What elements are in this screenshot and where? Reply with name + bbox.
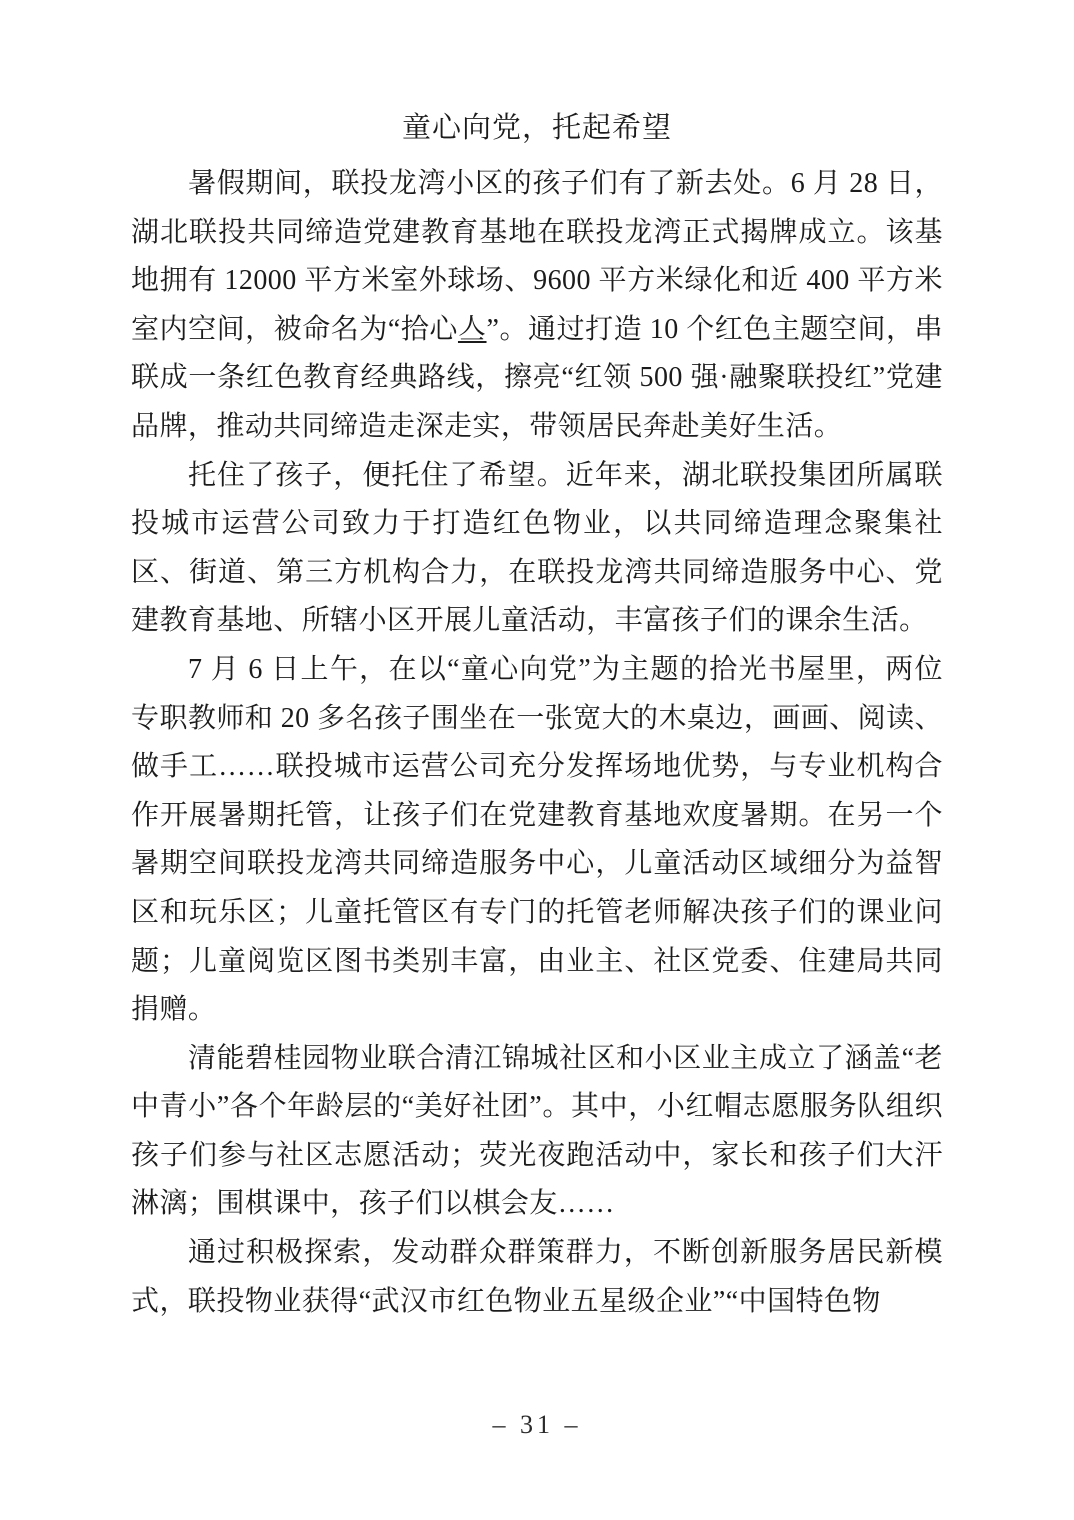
text-run: 7 月 6 日上午，在以“童心向党”为主题的拾光书屋里，两位专职教师和 20 多名孩子围坐在一张宽大的木桌边，画画、阅读、做手工……联投城市运营公司充分发挥场地优势，与专业机构合作开展暑期托管，让孩子们在党建教育基地欢度暑期。在另一个暑期空间联投龙湾共同缔造服务中心，儿童活动区域细分为益智区和玩乐区；儿童托管区有专门的托管老师解决孩子们的课业问题；儿童阅览区图书类别丰富，由业主、社区党委、住建局共同捐赠。 [131, 653, 943, 1026]
paragraph [131, 1035, 943, 1229]
underlined-text: 亼 [457, 313, 487, 345]
paragraph [131, 160, 943, 452]
text-run: 通过积极探索，发动群众群策群力，不断创新服务居民新模式，联投物业获得“武汉市红色物业五星级企业”“中国特色物 [131, 1237, 943, 1317]
text-run: ”。通过打造 10 个红色主题空间，串联成一条红色教育经典路线，擦亮“红领 500 强·融聚联投红”党建品牌，推动共同缔造走深走实，带领居民奔赴美好生活。 [131, 313, 943, 442]
paragraph [131, 646, 943, 1035]
text-run: 暑假期间，联投龙湾小区的孩子们有了新去处。6 月 28 日，湖北联投共同缔造党建教育基地在联投龙湾正式揭牌成立。该基地拥有 12000 平方米室外球场、9600 平方米绿化和近 400 平方米室内空间，被命名为“拾心 [131, 168, 943, 345]
document-title: 童心向党，托起希望 [401, 112, 672, 144]
text-run: 清能碧桂园物业联合清江锦城社区和小区业主成立了涵盖“老中青小”各个年龄层的“美好社团”。其中，小红帽志愿服务队组织孩子们参与社区志愿活动；荧光夜跑活动中，家长和孩子们大汗淋漓；围棋课中，孩子们以棋会友…… [131, 1042, 943, 1220]
document-body [131, 160, 943, 1326]
paragraph [131, 1229, 943, 1326]
text-run: 托住了孩子，便托住了希望。近年来，湖北联投集团所属联投城市运营公司致力于打造红色物业，以共同缔造理念聚集社区、街道、第三方机构合力，在联投龙湾共同缔造服务中心、党建教育基地、所辖小区开展儿童活动，丰富孩子们的课余生活。 [131, 459, 943, 637]
paragraph [131, 452, 943, 646]
page-number: – 31 – [492, 1410, 582, 1439]
